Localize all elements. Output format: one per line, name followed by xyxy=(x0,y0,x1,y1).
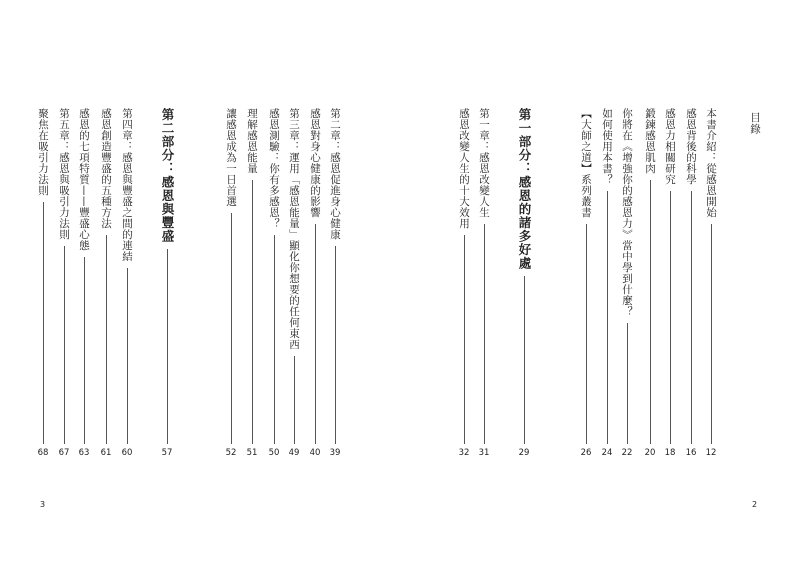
entry-title: 聚焦在吸引力法則 xyxy=(37,108,49,196)
entry-title: 第五章：感恩與吸引力法則 xyxy=(58,108,70,240)
leader-line xyxy=(84,257,85,444)
entry-title: 感恩對身心健康的影響 xyxy=(309,108,321,218)
entry-page-number: 40 xyxy=(309,448,321,458)
leader-line xyxy=(231,213,232,444)
part-heading-entry xyxy=(157,108,177,458)
entry-page-number: 16 xyxy=(685,448,697,458)
entry-page-number: 12 xyxy=(705,448,717,458)
toc-title: 目錄 xyxy=(749,112,761,135)
toc-entry xyxy=(242,108,262,458)
entry-title: 如何使用本書？ xyxy=(601,108,613,185)
entry-page-number: 18 xyxy=(664,448,676,458)
entry-title: 感恩的七項特質——豐盛心態 xyxy=(78,108,90,251)
entry-page-number: 22 xyxy=(621,448,633,458)
entry-page-number: 51 xyxy=(246,448,258,458)
leader-line xyxy=(274,235,275,444)
toc-entry xyxy=(264,108,284,458)
toc-entry xyxy=(54,108,74,458)
leader-line xyxy=(691,191,692,444)
entry-page-number: 60 xyxy=(121,448,133,458)
entry-title: 讓感恩成為一日首選 xyxy=(225,108,237,207)
entry-title: 感恩改變人生的十大效用 xyxy=(458,108,470,229)
leader-line xyxy=(607,191,608,444)
part-title: 第一部分：感恩的諸多好處 xyxy=(517,108,532,270)
leader-line xyxy=(64,246,65,444)
toc-entry xyxy=(305,108,325,458)
entry-page-number: 20 xyxy=(644,448,656,458)
toc-entry xyxy=(117,108,137,458)
leader-line xyxy=(524,276,525,444)
part-heading-entry xyxy=(514,108,534,458)
toc-entry xyxy=(74,108,94,458)
toc-entry xyxy=(474,108,494,458)
entry-title: 感恩創造豐盛的五種方法 xyxy=(100,108,112,229)
leader-line xyxy=(43,202,44,444)
leader-line xyxy=(106,235,107,444)
toc-entry xyxy=(701,108,721,458)
leader-line xyxy=(586,224,587,444)
leader-line xyxy=(315,224,316,444)
entry-page-number: 29 xyxy=(518,448,530,458)
entry-page-number: 68 xyxy=(37,448,49,458)
entry-page-number: 52 xyxy=(225,448,237,458)
entry-title: 第三章：運用「感恩能量」顯化你想要的任何東西 xyxy=(288,108,300,350)
leader-line xyxy=(294,356,295,444)
leader-line xyxy=(711,224,712,444)
entry-title: 【大師之道】系列叢書 xyxy=(580,108,592,218)
leader-line xyxy=(650,180,651,444)
entry-title: 感恩力相關研究 xyxy=(664,108,676,185)
toc-entry xyxy=(33,108,53,458)
entry-title: 理解感恩能量 xyxy=(246,108,258,174)
entry-page-number: 50 xyxy=(268,448,280,458)
leader-line xyxy=(167,249,168,444)
entry-title: 鍛鍊感恩肌肉 xyxy=(644,108,656,174)
toc-entry xyxy=(454,108,474,458)
entry-page-number: 32 xyxy=(458,448,470,458)
entry-title: 感恩背後的科學 xyxy=(685,108,697,185)
toc-entry xyxy=(617,108,637,458)
toc-entry xyxy=(325,108,345,458)
entry-page-number: 39 xyxy=(329,448,341,458)
leader-line xyxy=(627,323,628,444)
toc-entry xyxy=(96,108,116,458)
entry-page-number: 24 xyxy=(601,448,613,458)
toc-entry xyxy=(221,108,241,458)
entry-page-number: 61 xyxy=(100,448,112,458)
page-number-right: 2 xyxy=(752,500,758,509)
entry-title: 第一章：感恩改變人生 xyxy=(478,108,490,218)
toc-entry xyxy=(284,108,304,458)
toc-entry xyxy=(660,108,680,458)
leader-line xyxy=(670,191,671,444)
entry-page-number: 26 xyxy=(580,448,592,458)
leader-line xyxy=(464,235,465,444)
part-title: 第二部分：感恩與豐盛 xyxy=(160,108,175,243)
entry-page-number: 49 xyxy=(288,448,300,458)
entry-title: 本書介紹：從感恩開始 xyxy=(705,108,717,218)
toc-entry xyxy=(640,108,660,458)
toc-entry xyxy=(576,108,596,458)
toc-entry xyxy=(681,108,701,458)
leader-line xyxy=(127,268,128,444)
entry-page-number: 63 xyxy=(78,448,90,458)
entry-page-number: 31 xyxy=(478,448,490,458)
entry-page-number: 67 xyxy=(58,448,70,458)
leader-line xyxy=(252,180,253,444)
entry-title: 第二章：感恩促進身心健康 xyxy=(329,108,341,240)
entry-page-number: 57 xyxy=(161,448,173,458)
leader-line xyxy=(484,224,485,444)
entry-title: 感恩測驗：你有多感恩？ xyxy=(268,108,280,229)
entry-title: 第四章：感恩與豐盛之間的連結 xyxy=(121,108,133,262)
leader-line xyxy=(335,246,336,444)
toc-entry xyxy=(597,108,617,458)
page-number-left: 3 xyxy=(40,500,46,509)
entry-title: 你將在《增強你的感恩力》當中學到什麼？ xyxy=(621,108,633,317)
